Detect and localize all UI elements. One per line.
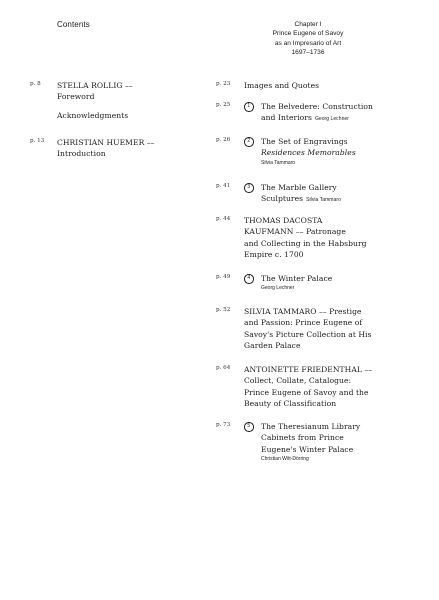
entry-title-line: Foreword	[57, 92, 95, 102]
page-number: p. 25	[216, 102, 231, 108]
toc-entry-theresianum[interactable]	[216, 421, 360, 464]
chapter-title-line: as an Impresario of Art	[274, 39, 342, 47]
entry-title-line: Introduction	[57, 149, 106, 159]
entry-title	[57, 137, 155, 160]
chapter-title	[248, 20, 368, 58]
entry-title	[261, 421, 360, 455]
section-number-badge: 3	[244, 183, 254, 193]
toc-entry-tammaro[interactable]	[216, 306, 371, 351]
entry-author: STELLA ROLLIG ––	[57, 81, 133, 90]
entry-title-line: The Belvedere: Construction	[261, 102, 373, 111]
entry-title-line: KAUFMANN –– Patronage	[244, 227, 346, 237]
toc-entry-images-quotes[interactable]	[216, 80, 319, 91]
page-number: p. 13	[30, 138, 45, 144]
entry-title	[57, 80, 133, 103]
entry-title	[244, 364, 372, 409]
entry-title	[261, 273, 332, 284]
entry-title	[57, 110, 128, 121]
entry-title-line: Empire c. 1700	[244, 249, 304, 259]
entry-title-line: Sculptures	[261, 194, 304, 204]
entry-title-line: Prince Eugene of Savoy and the	[244, 387, 369, 397]
toc-entry-friedenthal[interactable]	[216, 364, 372, 409]
page-number: p. 44	[216, 216, 231, 222]
entry-author: Christian Witt-Dörring	[261, 455, 309, 462]
entry-author: CHRISTIAN HUEMER ––	[57, 138, 155, 147]
section-number-badge: 1	[244, 102, 254, 112]
toc-entry-acknowledgments[interactable]	[30, 110, 128, 121]
section-number-badge: 2	[244, 137, 254, 147]
entry-author: Silvia Tammaro	[261, 159, 296, 166]
entry-title	[244, 306, 371, 351]
entry-title-line: and Interiors	[261, 113, 312, 123]
entry-title-line: The Marble Gallery	[261, 183, 337, 192]
entry-title	[261, 182, 341, 207]
entry-title	[261, 101, 373, 126]
section-number-badge: 5	[244, 422, 254, 432]
entry-author: Georg Lechner	[314, 116, 349, 123]
chapter-number: Chapter I	[294, 21, 322, 28]
entry-title	[244, 80, 319, 91]
entry-title-line: The Winter Palace	[261, 274, 333, 283]
section-number-badge: 4	[244, 274, 254, 284]
entry-title	[261, 136, 356, 159]
entry-author: THOMAS DACOSTA	[244, 216, 323, 225]
entry-title-line: Eugene's Winter Palace	[261, 444, 354, 454]
entry-title-line: Savoy's Picture Collection at His	[244, 329, 372, 339]
page-number: p. 73	[216, 422, 231, 428]
entry-title-line: The Set of Engravings	[261, 137, 348, 146]
toc-entry-engravings[interactable]	[216, 136, 356, 168]
entry-title-line: The Theresianum Library	[261, 422, 361, 431]
toc-entry-kaufmann[interactable]	[216, 215, 367, 260]
chapter-years: 1697–1736	[291, 49, 325, 57]
toc-entry-belvedere[interactable]	[216, 101, 373, 126]
entry-author: SILVIA TAMMARO –– Prestige	[244, 307, 362, 316]
page-number: p. 64	[216, 365, 231, 371]
toc-entry-marble-gallery[interactable]	[216, 182, 341, 207]
page-number: p. 52	[216, 307, 231, 313]
chapter-title-line: Prince Eugene of Savoy	[272, 30, 344, 38]
page-number: p. 49	[216, 274, 231, 280]
toc-entry-winter-palace[interactable]	[216, 273, 332, 293]
toc-entry-foreword[interactable]	[30, 80, 133, 103]
entry-author: ANTOINETTE FRIEDENTHAL ––	[244, 365, 373, 374]
entry-title-italic: Residences Memorables	[261, 148, 356, 158]
entry-title-line: Collect, Collate, Catalogue:	[244, 376, 352, 386]
page-number: p. 41	[216, 183, 231, 189]
entry-title	[244, 215, 367, 260]
entry-title-line: and Collecting in the Habsburg	[244, 238, 367, 248]
entry-title-line: Images and Quotes	[244, 81, 320, 90]
entry-author: Silvia Tammaro	[306, 197, 341, 204]
entry-title-line: and Passion: Prince Eugene of	[244, 318, 363, 328]
toc-entry-introduction[interactable]	[30, 137, 155, 160]
entry-title-line: Cabinets from Prince	[261, 433, 344, 443]
page-number: p. 23	[216, 81, 231, 87]
page-number: p. 8	[30, 81, 41, 87]
entry-author: Georg Lechner	[261, 285, 295, 292]
page-number: p. 26	[216, 137, 231, 143]
entry-title-line: Garden Palace	[244, 340, 301, 350]
entry-title-line: Beauty of Classification	[244, 398, 337, 408]
contents-heading: Contents	[57, 20, 90, 29]
entry-title-line: Acknowledgments	[57, 111, 129, 120]
